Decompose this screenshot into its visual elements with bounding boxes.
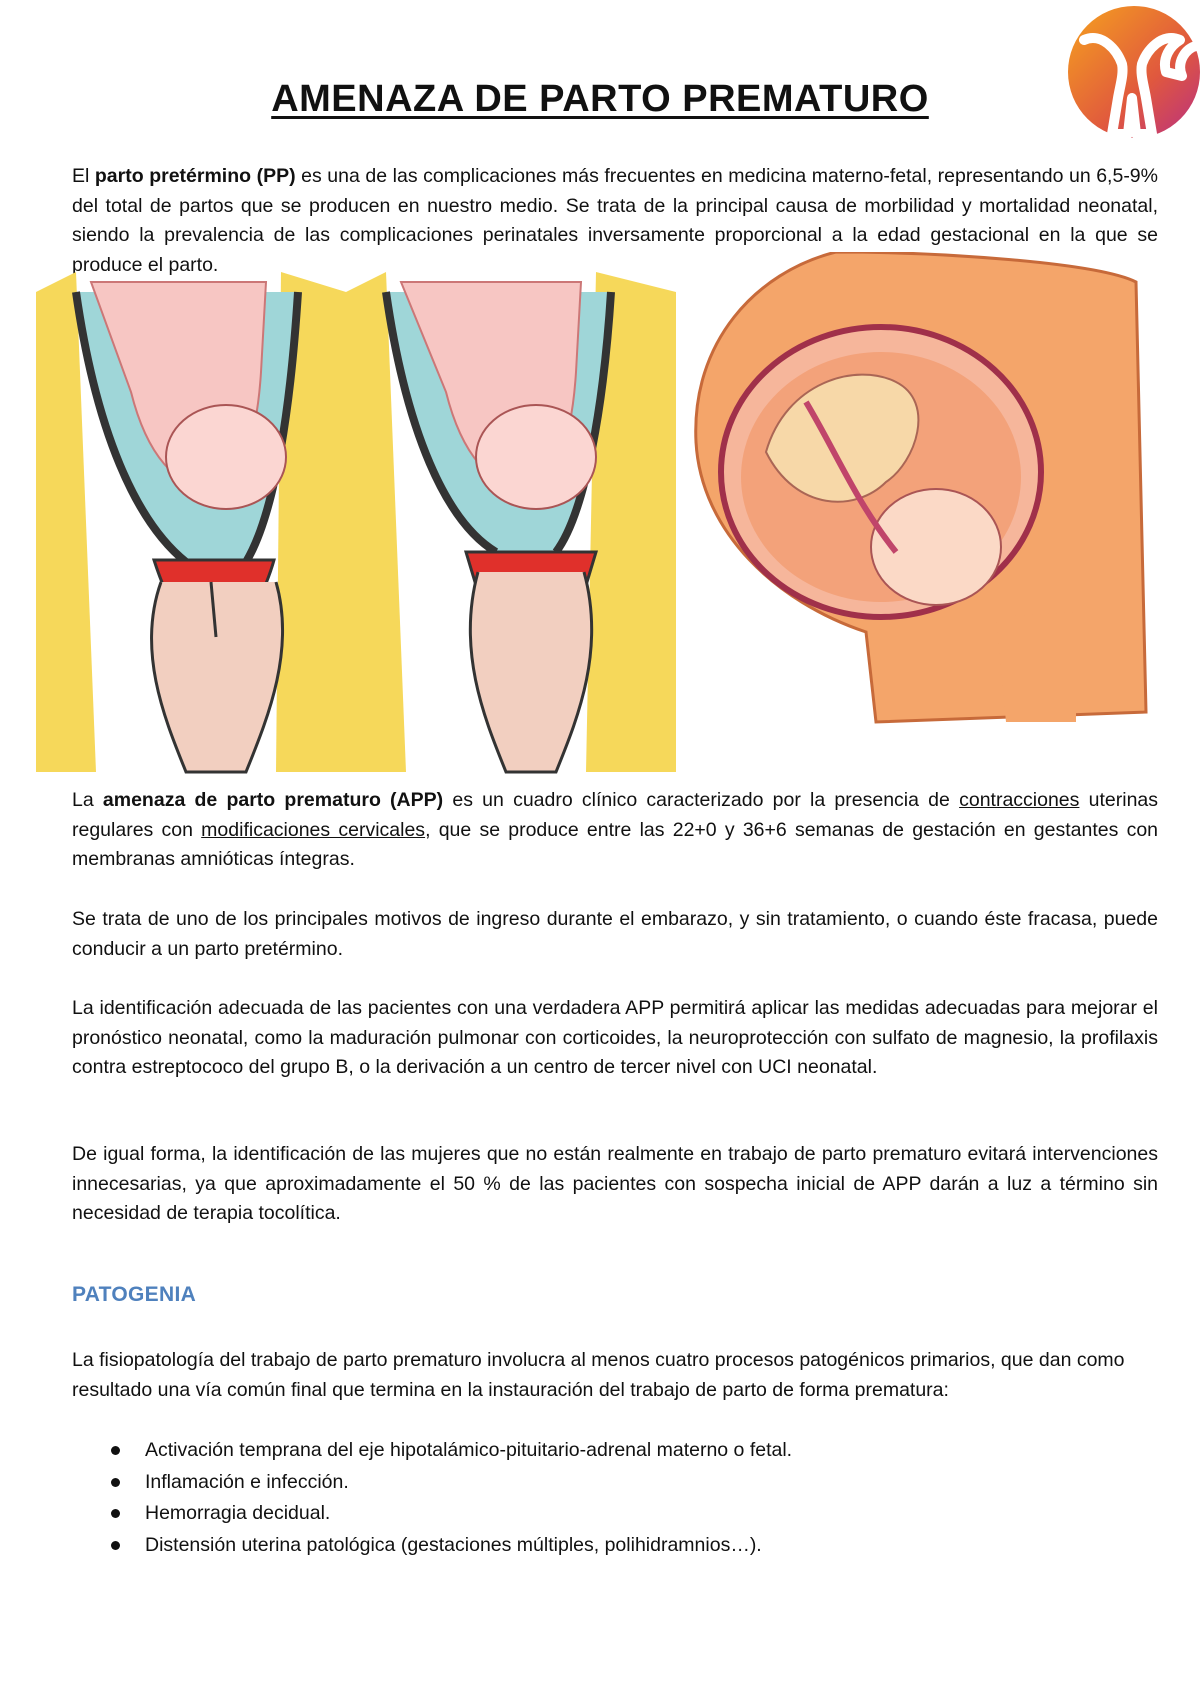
list-item bbox=[72, 1498, 1158, 1530]
list-item bbox=[72, 1530, 1158, 1562]
definition-text-4: , que se produce entre las 22+0 y 36+6 semanas de gestación en gestantes con membranas amnióticas íntegras. bbox=[72, 818, 1159, 870]
list-item-text: Activación temprana del eje hipotalámico-pituitario-adrenal materno o fetal. bbox=[145, 1439, 793, 1461]
cervix-closed-illustration bbox=[346, 272, 676, 772]
uterus-logo-icon bbox=[1062, 2, 1200, 142]
illustration-panel bbox=[36, 252, 1200, 782]
patogenia-list bbox=[72, 1435, 1158, 1561]
pregnant-uterus-illustration bbox=[696, 252, 1146, 722]
patogenia-paragraph: La fisiopatología del trabajo de parto prematuro involucra al menos cuatro procesos patogénicos primarios, que dan como resultado una vía común final que termina en la instauración del trabajo de parto de forma prematura: bbox=[72, 1349, 1125, 1401]
identificacion-paragraph: La identificación adecuada de las pacientes con una verdadera APP permitirá aplicar las medidas adecuadas para mejorar el pronóstico neonatal, como la maduración pulmonar con corticoides, la neuroprotección con sulfato de magnesio, la profilaxis contra estreptococo del grupo B, o la derivación a un centro de tercer nivel con UCI neonatal. bbox=[72, 997, 1158, 1078]
bullet-dot-icon bbox=[111, 1446, 120, 1455]
intro-text-2: es una de las complicaciones más frecuentes en medicina materno-fetal, representando un 6,5-9% del total de partos que se producen en nuestro medio. Se trata de la principal causa de morbilidad y mortalidad neonatal, siendo la prevalencia de las complicaciones perinatales inversamente proporcional a la edad gestacional en la que se produce el parto. bbox=[72, 165, 1158, 276]
definition-text-2: es un cuadro clínico caracterizado por la presencia de bbox=[443, 789, 960, 811]
definition-text-1: La bbox=[72, 789, 103, 811]
cervix-dilated-illustration bbox=[36, 272, 346, 772]
list-item bbox=[72, 1435, 1158, 1467]
definition-term-modificaciones: modificaciones cervicales bbox=[201, 818, 426, 841]
list-item bbox=[72, 1467, 1158, 1499]
bullet-dot-icon bbox=[111, 1541, 120, 1550]
ingreso-paragraph: Se trata de uno de los principales motivos de ingreso durante el embarazo, y sin tratamiento, o cuando éste fracasa, puede conducir a un parto pretérmino. bbox=[72, 908, 1158, 960]
definition-paragraph bbox=[72, 786, 1158, 875]
definition-text-3: uterinas regulares con bbox=[72, 789, 1159, 841]
page-title: AMENAZA DE PARTO PREMATURO bbox=[271, 78, 929, 120]
list-item-text: Inflamación e infección. bbox=[145, 1470, 349, 1493]
definition-term-app: amenaza de parto prematuro (APP) bbox=[102, 789, 444, 811]
bullet-dot-icon bbox=[111, 1509, 120, 1518]
definition-term-contracciones: contracciones bbox=[959, 789, 1080, 811]
intro-term-pp: parto pretérmino (PP) bbox=[94, 165, 296, 187]
intro-text-1: El bbox=[72, 165, 95, 187]
list-item-text: Distensión uterina patológica (gestaciones múltiples, polihidramnios…). bbox=[145, 1533, 762, 1556]
section-heading-patogenia: PATOGENIA bbox=[72, 1283, 197, 1306]
igual-forma-paragraph: De igual forma, la identificación de las mujeres que no están realmente en trabajo de parto prematuro evitará intervenciones innecesarias, ya que aproximadamente el 50 % de las pacientes con sospecha inicial de APP darán a luz a término sin necesidad de terapia tocolítica. bbox=[72, 1143, 1158, 1224]
bullet-dot-icon bbox=[111, 1478, 120, 1487]
list-item-text: Hemorragia decidual. bbox=[145, 1502, 331, 1524]
